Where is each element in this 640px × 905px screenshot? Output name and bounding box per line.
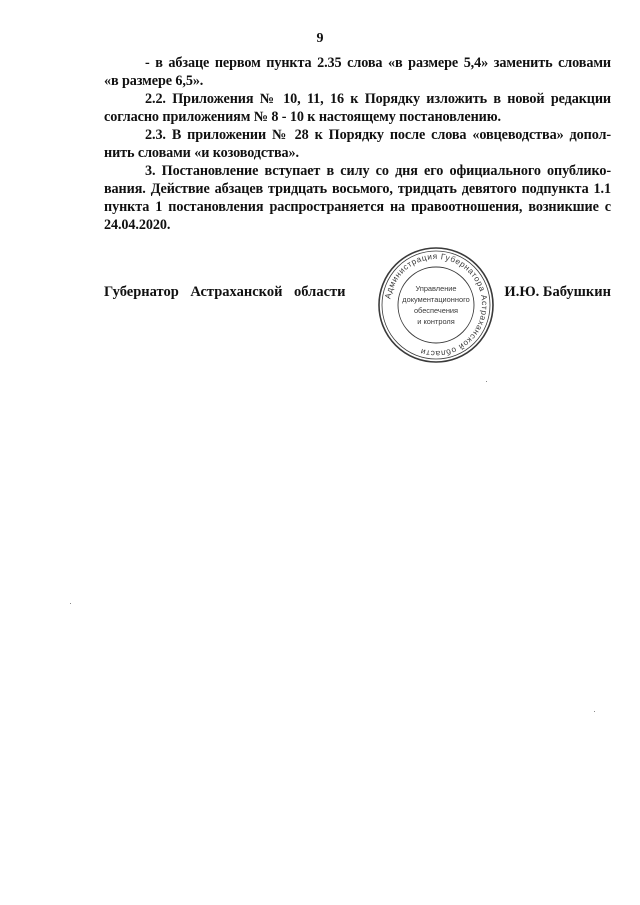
seal-inner-line: Управление [415, 284, 457, 293]
official-seal [375, 244, 497, 366]
scan-speck [486, 381, 487, 382]
paragraph-4 [104, 162, 611, 234]
paragraph-line: нить словами «и козоводства». [104, 145, 299, 161]
signature-block [104, 284, 611, 308]
seal-inner-line: обеспечения [413, 306, 459, 315]
paragraph-line: 24.04.2020. [104, 217, 171, 233]
paragraph-line: согласно приложениям № 8 - 10 к настоящему постановлению. [104, 109, 501, 125]
paragraph-1 [104, 54, 611, 90]
scan-speck [594, 711, 595, 712]
paragraph-line: 3. Постановление вступает в силу со дня его официального опублико- [145, 163, 611, 179]
paragraph-3 [104, 126, 611, 162]
seal-outer-ring [379, 248, 493, 362]
signatory-name: И.Ю. Бабушкин [504, 284, 611, 300]
seal-inner-ring [398, 267, 474, 343]
paragraph-line: «в размере 6,5». [104, 73, 204, 89]
document-body [104, 54, 611, 234]
signatory-position: Губернатор Астраханской области [104, 284, 346, 300]
seal-inner-line: документационного [402, 295, 470, 304]
page-number: 9 [316, 31, 324, 46]
paragraph-line: пункта 1 постановления распространяется на правоотношения, возникшие с [104, 199, 611, 215]
paragraph-line: 2.3. В приложении № 28 к Порядку после слова «овцеводства» допол- [145, 127, 611, 143]
seal-outer-text: Администрация Губернатора Астраханской области [383, 251, 490, 359]
seal-inner-line: и контроля [417, 317, 455, 326]
paragraph-line: 2.2. Приложения № 10, 11, 16 к Порядку изложить в новой редакции [145, 91, 611, 107]
paragraph-2 [104, 90, 611, 126]
scan-speck [70, 603, 71, 604]
paragraph-line: вания. Действие абзацев тридцать восьмого, тридцать девятого подпункта 1.1 [104, 181, 611, 197]
paragraph-line: - в абзаце первом пункта 2.35 слова «в размере 5,4» заменить словами [145, 55, 611, 71]
